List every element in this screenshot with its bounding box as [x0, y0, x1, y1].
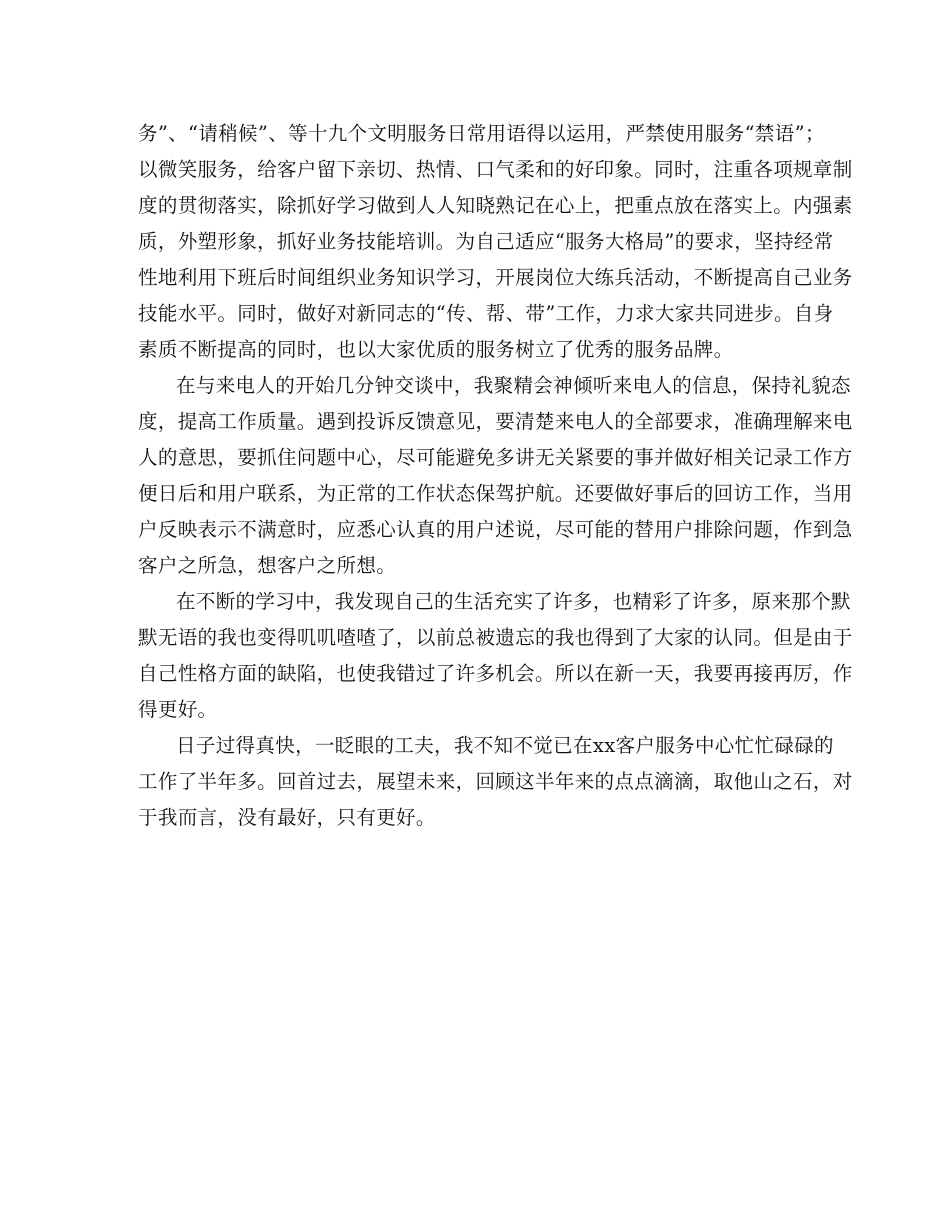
text-line: 质，外塑形象，抓好业务技能培训。为自己适应“服务大格局”的要求，坚持经常: [138, 230, 834, 253]
text-line: 人的意思，要抓住问题中心，尽可能避免多讲无关紧要的事并做好相关记录工作方: [138, 446, 853, 469]
paragraph-first-line: 在与来电人的开始几分钟交谈中，我聚精会神倾听来电人的信息，保持礼貌态: [176, 374, 851, 397]
text-line: 客户之所急，想客户之所想。: [138, 554, 397, 577]
text-line: 户反映表示不满意时，应悉心认真的用户述说，尽可能的替用户排除问题，作到急: [138, 518, 853, 541]
text-line: 务”、“请稍候”、等十九个文明服务日常用语得以运用，严禁使用服务“禁语”；: [138, 122, 825, 145]
text-line: 于我而言，没有最好，只有更好。: [138, 806, 436, 829]
text-line: 工作了半年多。回首过去，展望未来，回顾这半年来的点点滴滴，取他山之石，对: [138, 770, 853, 793]
text-line: 度，提高工作质量。遇到投诉反馈意见，要清楚来电人的全部要求，准确理解来电: [138, 410, 853, 433]
text-line: 性地利用下班后时间组织业务知识学习，开展岗位大练兵活动，不断提高自己业务: [138, 266, 853, 289]
text-line: 以微笑服务，给客户留下亲切、热情、口气柔和的好印象。同时，注重各项规章制: [138, 158, 853, 181]
text-line: 便日后和用户联系，为正常的工作状态保驾护航。还要做好事后的回访工作，当用: [138, 482, 853, 505]
paragraph-first-line: 日子过得真快，一眨眼的工夫，我不知不觉已在xx客户服务中心忙忙碌碌的: [176, 734, 834, 757]
text-line: 得更好。: [138, 698, 218, 721]
text-line: 默无语的我也变得叽叽喳喳了，以前总被遗忘的我也得到了大家的认同。但是由于: [138, 626, 853, 649]
text-line: 度的贯彻落实，除抓好学习做到人人知晓熟记在心上，把重点放在落实上。内强素: [138, 194, 853, 217]
text-line: 自己性格方面的缺陷，也使我错过了许多机会。所以在新一天，我要再接再厉，作: [138, 662, 853, 685]
paragraph-first-line: 在不断的学习中，我发现自己的生活充实了许多，也精彩了许多，原来那个默: [176, 590, 851, 613]
text-line: 素质不断提高的同时，也以大家优质的服务树立了优秀的服务品牌。: [138, 338, 734, 361]
text-line: 技能水平。同时，做好对新同志的“传、帮、带”工作，力求大家共同进步。自身: [138, 302, 834, 325]
